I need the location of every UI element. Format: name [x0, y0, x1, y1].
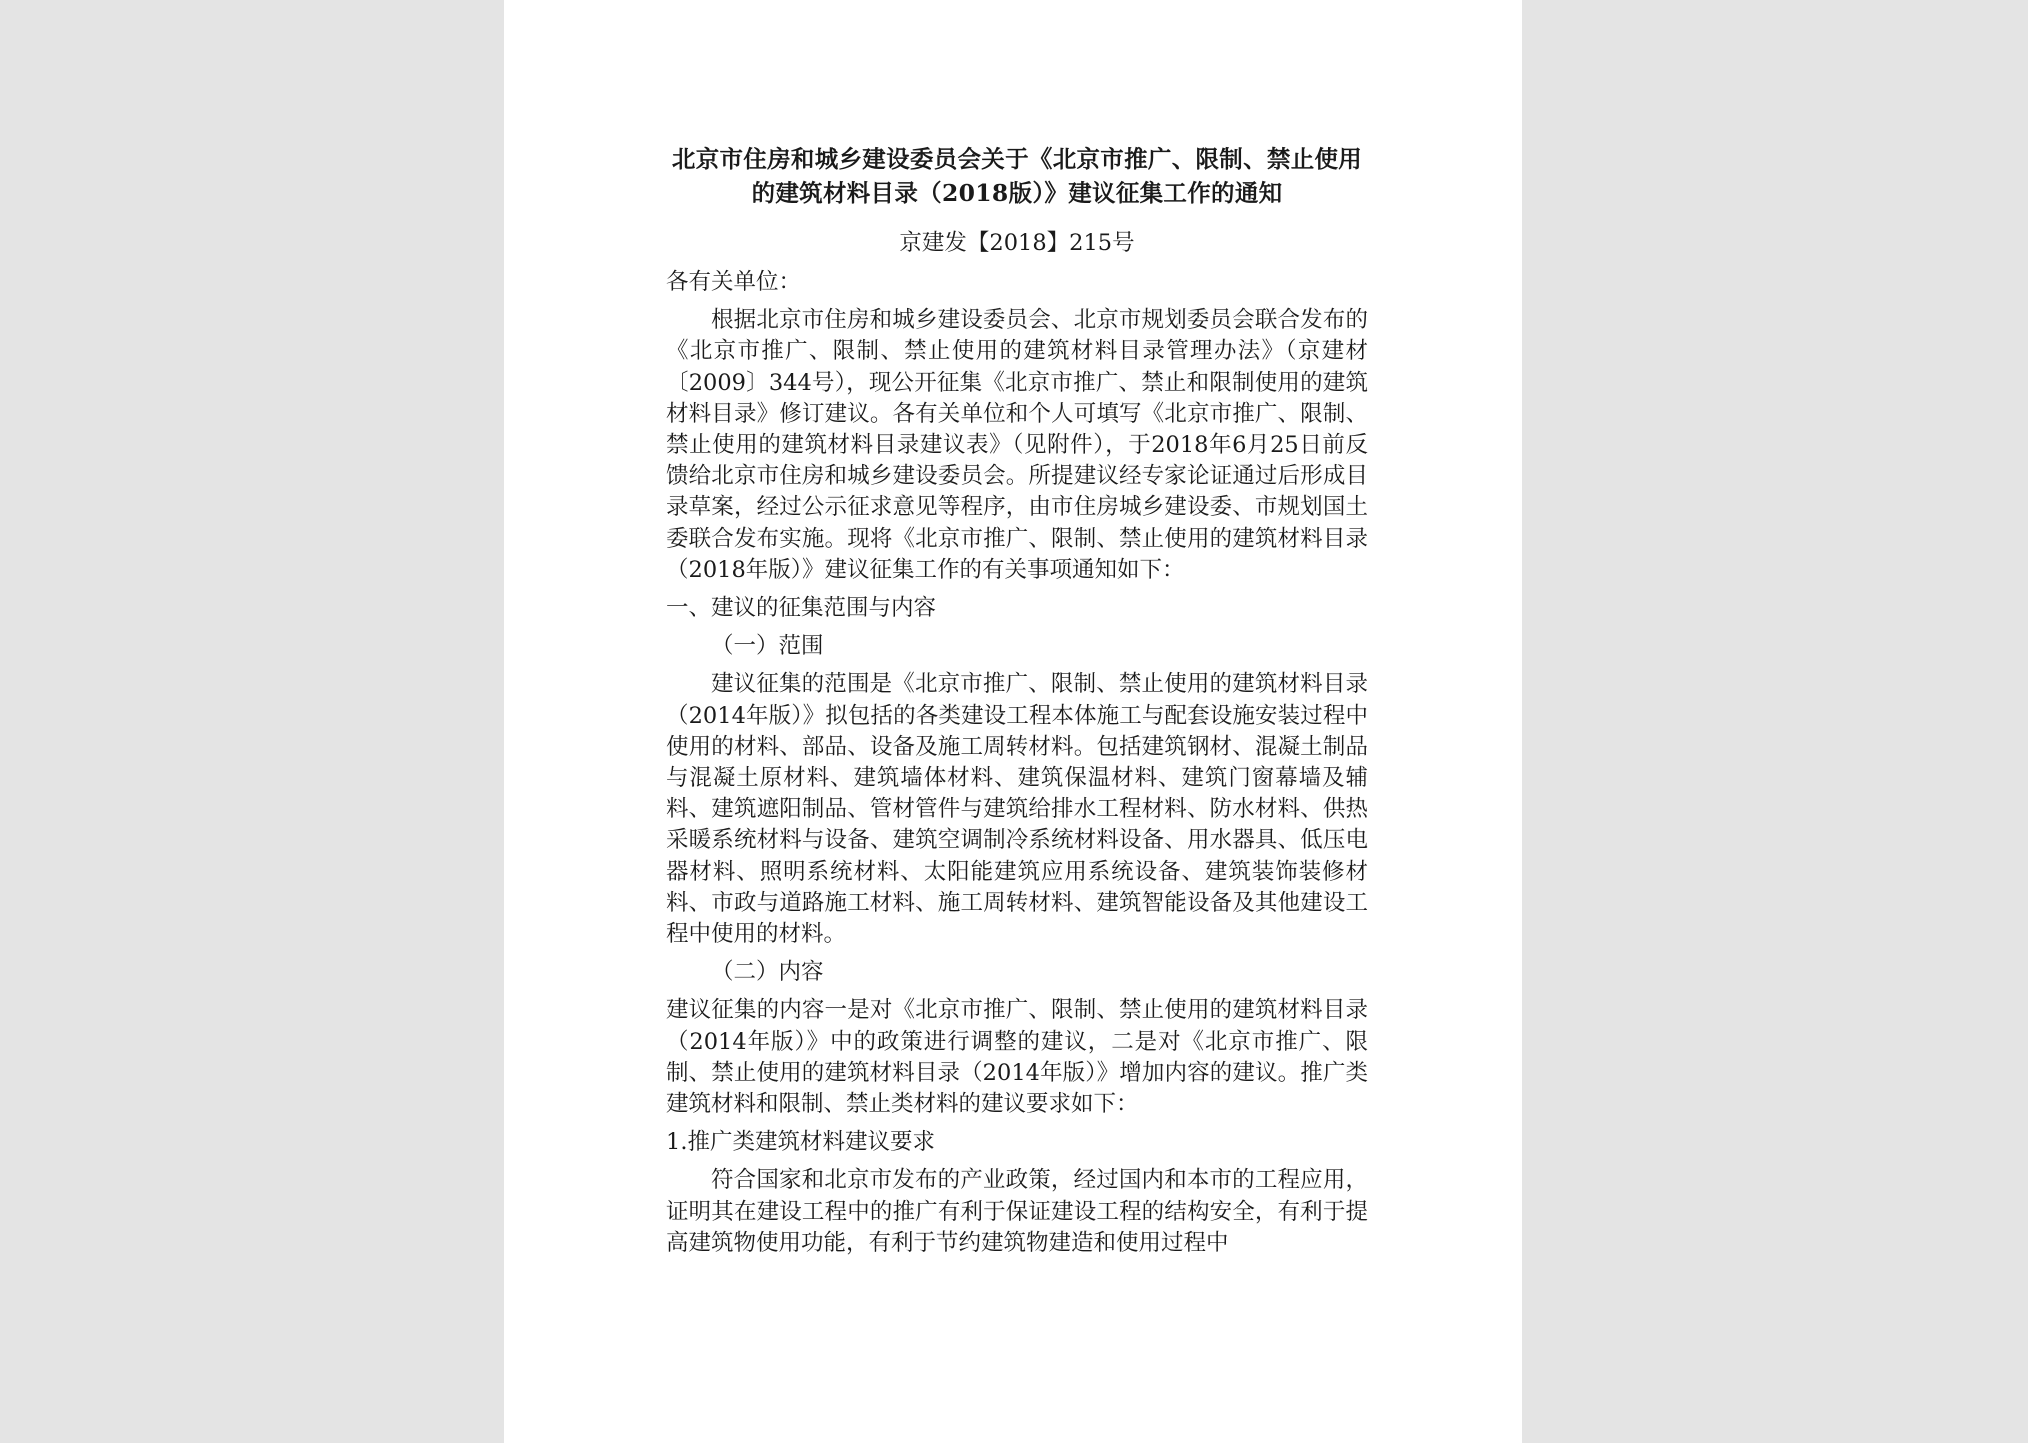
salutation: 各有关单位： — [666, 269, 802, 295]
document-number: 京建发【2018】215号 — [899, 230, 1135, 256]
intro-paragraph: 根据北京市住房和城乡建设委员会、北京市规划委员会联合发布的《北京市推广、限制、禁止使用的建筑材料目录管理办法》（京建材〔2009〕344号），现公开征集《北京市推广、禁止和限制使用的建筑材料目录》修订建议。各有关单位和个人可填写《北京市推广、限制、禁止使用的建筑材料目录建议表》（见附件），于2018年6月25日前反馈给北京市住房和城乡建设委员会。所提建议经专家论证通过后形成目录草案，经过公示征求意见等程序，由市住房城乡建设委、市规划国土委联合发布实施。现将《北京市推广、限制、禁止使用的建筑材料目录（2018年版）》建议征集工作的有关事项通知如下： — [666, 307, 1368, 583]
document-content — [666, 142, 1368, 1259]
title-line-2: 的建筑材料目录（2018版）》建议征集工作的通知 — [751, 179, 1283, 207]
title-line-1: 北京市住房和城乡建设委员会关于《北京市推广、限制、禁止使用 — [671, 145, 1363, 173]
document-page — [504, 0, 1522, 1443]
subsection-2-heading: （二）内容 — [711, 959, 824, 986]
section-1-heading: 一、建议的征集范围与内容 — [666, 595, 937, 622]
item-1-heading: 1.推广类建筑材料建议要求 — [666, 1129, 935, 1156]
subsection-1-text: 建议征集的范围是《北京市推广、限制、禁止使用的建筑材料目录（2014年版）》拟包括的各类建设工程本体施工与配套设施安装过程中使用的材料、部品、设备及施工周转材料。包括建筑钢材、混凝土制品与混凝土原材料、建筑墙体材料、建筑保温材料、建筑门窗幕墙及辅料、建筑遮阳制品、管材管件与建筑给排水工程材料、防水材料、供热采暖系统材料与设备、建筑空调制冷系统材料设备、用水器具、低压电器材料、照明系统材料、太阳能建筑应用系统设备、建筑装饰装修材料、市政与道路施工材料、施工周转材料、建筑智能设备及其他建设工程中使用的材料。 — [666, 671, 1368, 948]
subsection-2-text: 建议征集的内容一是对《北京市推广、限制、禁止使用的建筑材料目录（2014年版）》中的政策进行调整的建议，二是对《北京市推广、限制、禁止使用的建筑材料目录（2014年版）》增加内容的建议。推广类建筑材料和限制、禁止类材料的建议要求如下： — [666, 997, 1368, 1118]
item-1-text: 符合国家和北京市发布的产业政策，经过国内和本市的工程应用，证明其在建设工程中的推广有利于保证建设工程的结构安全，有利于提高建筑物使用功能，有利于节约建筑物建造和使用过程中 — [666, 1167, 1368, 1256]
document-title — [666, 142, 1368, 210]
subsection-1-heading: （一）范围 — [711, 633, 824, 660]
